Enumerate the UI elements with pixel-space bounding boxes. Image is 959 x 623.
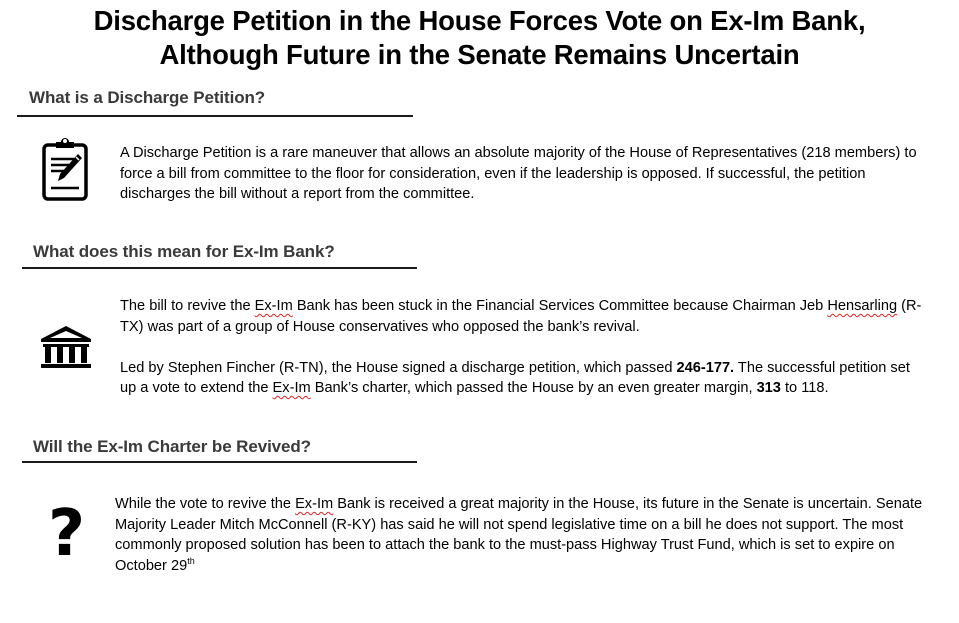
title-line-1: Discharge Petition in the House Forces Vote on Ex-Im Bank, xyxy=(93,5,866,36)
discharge-petition-definition: A Discharge Petition is a rare maneuver that allows an absolute majority of the House of Representatives (218 members) to force a bill from committee to the floor for consideration, even if the leadership is opposed. If successful, the petition discharges the bill without a report from the committee. xyxy=(120,145,917,202)
bank-building-icon xyxy=(40,325,92,369)
senate-outlook-body: While the vote to revive the Ex-Im Bank is received a great majority in the House, its future in the Senate is uncertain. Senate Majority Leader Mitch McConnell (R-KY) has said he will not spend legislative time on a bill he does not support. The most commonly proposed solution has been to attach the bank to the must-pass Highway Trust Fund, which is set to expire on October 29th xyxy=(115,496,923,574)
section-heading-discharge-petition: What is a Discharge Petition? xyxy=(29,88,266,107)
section-divider xyxy=(22,461,417,463)
section-divider xyxy=(17,115,413,117)
ex-im-meaning-body xyxy=(120,296,930,399)
question-mark-icon: ? xyxy=(48,497,86,571)
clipboard-pen-icon xyxy=(42,137,88,201)
section-heading-ex-im-meaning: What does this mean for Ex-Im Bank? xyxy=(33,242,335,261)
discharge-vote-paragraph: Led by Stephen Fincher (R-TN), the House signed a discharge petition, which passed 246-177. The successful petition set up a vote to extend the Ex-Im Bank’s charter, which passed the House by an even greater margin, 313 to 118. xyxy=(120,359,910,396)
title-line-2: Although Future in the Senate Remains Uncertain xyxy=(159,39,800,70)
section-divider xyxy=(22,267,417,269)
committee-paragraph: The bill to revive the Ex-Im Bank has been stuck in the Financial Services Committee because Chairman Jeb Hensarling (R-TX) was part of a group of House conservatives who opposed the bank’s revival. xyxy=(120,298,922,335)
section-heading-charter-revived: Will the Ex-Im Charter be Revived? xyxy=(33,437,311,456)
page-title xyxy=(0,4,959,72)
